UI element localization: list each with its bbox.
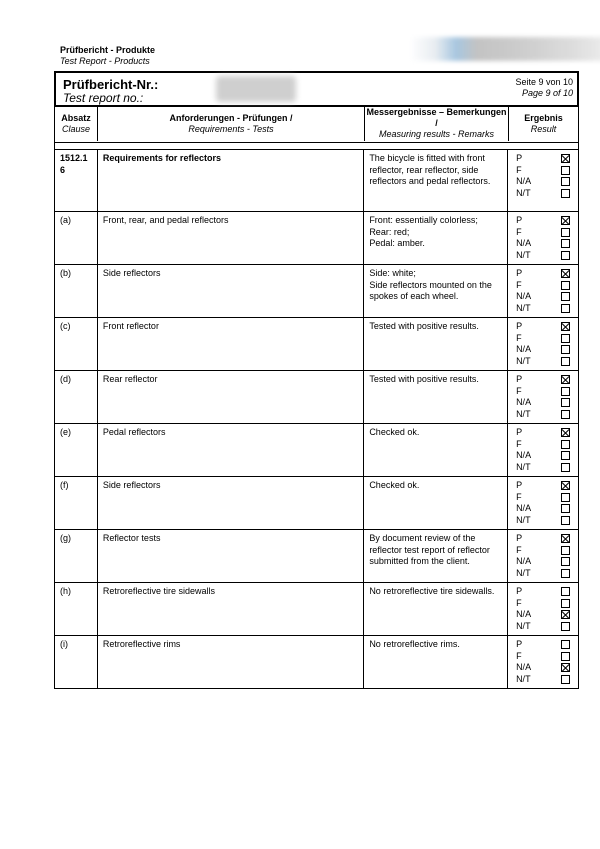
checkbox[interactable] (561, 228, 570, 237)
requirement-cell: Retroreflective rims (97, 636, 363, 689)
result-option (516, 333, 570, 345)
result-option-label: N/A (516, 609, 532, 619)
column-header-result: Ergebnis Result (524, 113, 563, 134)
remark-cell: No retroreflective tire sidewalls. (364, 583, 508, 636)
checkbox[interactable] (561, 546, 570, 555)
remark-cell: Tested with positive results. (364, 371, 508, 424)
result-option (516, 462, 570, 474)
result-option-label: N/T (516, 408, 531, 419)
clause-cell: (e) (55, 424, 98, 477)
checkbox[interactable] (561, 345, 570, 354)
table-row (55, 371, 579, 424)
result-option (516, 427, 570, 439)
checkbox[interactable] (561, 451, 570, 460)
requirement-cell: Side reflectors (97, 265, 363, 318)
report-number-box (54, 71, 579, 107)
checked-checkbox[interactable] (561, 269, 570, 278)
result-option-label: F (516, 226, 522, 237)
requirement-cell: Reflector tests (97, 530, 363, 583)
checkbox[interactable] (561, 177, 570, 186)
result-cell (508, 318, 579, 371)
result-option (516, 386, 570, 398)
checkbox[interactable] (561, 239, 570, 248)
result-option-label: F (516, 597, 522, 608)
result-option-label: F (516, 279, 522, 290)
clause-cell: (i) (55, 636, 98, 689)
result-option (516, 291, 570, 303)
result-cell (508, 477, 579, 530)
checkbox[interactable] (561, 189, 570, 198)
result-option-label: N/T (516, 673, 531, 684)
result-option (516, 639, 570, 651)
result-option-label: F (516, 544, 522, 555)
remark-cell: Side: white; Side reflectors mounted on the spokes of each wheel. (364, 265, 508, 318)
checked-checkbox[interactable] (561, 663, 570, 672)
remark-cell: No retroreflective rims. (364, 636, 508, 689)
header-title-de: Prüfbericht - Produkte (60, 45, 156, 55)
requirement-cell: Rear reflector (97, 371, 363, 424)
table-row (55, 265, 579, 318)
result-option-label: F (516, 164, 522, 175)
requirement-cell: Retroreflective tire sidewalls (97, 583, 363, 636)
checkbox[interactable] (561, 463, 570, 472)
checkbox[interactable] (561, 166, 570, 175)
result-option-label: P (516, 533, 523, 543)
requirement-cell: Pedal reflectors (97, 424, 363, 477)
result-option (516, 674, 570, 686)
result-option-label: N/T (516, 187, 531, 198)
table-row (55, 530, 579, 583)
result-option (516, 227, 570, 239)
result-option-label: N/T (516, 514, 531, 525)
result-option-label: N/A (516, 397, 532, 407)
checked-checkbox[interactable] (561, 534, 570, 543)
result-cell (508, 371, 579, 424)
result-option (516, 176, 570, 188)
checkbox[interactable] (561, 675, 570, 684)
result-option-label: N/T (516, 461, 531, 472)
result-option-label: P (516, 153, 523, 163)
checked-checkbox[interactable] (561, 610, 570, 619)
clause-cell: (g) (55, 530, 98, 583)
checked-checkbox[interactable] (561, 216, 570, 225)
table-row (55, 318, 579, 371)
checked-checkbox[interactable] (561, 154, 570, 163)
table-row (55, 424, 579, 477)
checkbox[interactable] (561, 493, 570, 502)
result-option-label: P (516, 480, 523, 490)
result-option (516, 321, 570, 333)
requirement-cell: Front reflector (97, 318, 363, 371)
report-number-label-en: Test report no.: (63, 91, 144, 105)
result-option (516, 621, 570, 633)
result-option (516, 303, 570, 315)
page-indicator-de: Seite 9 von 10 (515, 77, 573, 87)
result-option (516, 533, 570, 545)
header-title-en: Test Report - Products (60, 56, 150, 66)
checked-checkbox[interactable] (561, 322, 570, 331)
checkbox[interactable] (561, 516, 570, 525)
requirement-cell: Front, rear, and pedal reflectors (97, 212, 363, 265)
checked-checkbox[interactable] (561, 428, 570, 437)
result-option-label: F (516, 438, 522, 449)
checked-checkbox[interactable] (561, 375, 570, 384)
remark-cell: The bicycle is fitted with front reflector, rear reflector, side reflectors and pedal reflectors. (364, 150, 508, 212)
result-option-label: F (516, 332, 522, 343)
result-option-label: N/T (516, 355, 531, 366)
column-header-clause: Absatz Clause (55, 107, 98, 141)
result-option (516, 153, 570, 165)
remark-cell: Checked ok. (364, 477, 508, 530)
checkbox[interactable] (561, 281, 570, 290)
result-option (516, 409, 570, 421)
result-option-label: P (516, 639, 523, 649)
result-option-label: N/A (516, 503, 532, 513)
result-option-label: N/T (516, 620, 531, 631)
checkbox[interactable] (561, 557, 570, 566)
checkbox[interactable] (561, 292, 570, 301)
table-header-row (54, 107, 579, 143)
remark-cell: Tested with positive results. (364, 318, 508, 371)
result-option-label: N/A (516, 176, 532, 186)
table-row (55, 583, 579, 636)
result-option-label: F (516, 385, 522, 396)
result-option (516, 374, 570, 386)
column-header-remarks: Messergebnisse – Bemerkungen / Measuring results - Remarks (365, 107, 509, 141)
result-option (516, 344, 570, 356)
result-option-label: P (516, 586, 523, 596)
column-header-requirements: Anforderungen - Prüfungen / Requirements - Tests (98, 107, 365, 141)
clause-cell: (b) (55, 265, 98, 318)
result-cell (508, 530, 579, 583)
clause-cell: (c) (55, 318, 98, 371)
clause-cell: (h) (55, 583, 98, 636)
result-option-label: N/A (516, 344, 532, 354)
remark-cell: Checked ok. (364, 424, 508, 477)
result-option (516, 188, 570, 200)
result-option-label: N/T (516, 249, 531, 260)
checkbox[interactable] (561, 410, 570, 419)
clause-cell: (d) (55, 371, 98, 424)
result-option-label: F (516, 491, 522, 502)
result-option (516, 492, 570, 504)
checkbox[interactable] (561, 640, 570, 649)
result-option (516, 662, 570, 674)
table-row (55, 477, 579, 530)
result-option-label: P (516, 321, 523, 331)
result-option-label: P (516, 215, 523, 225)
result-option-label: N/A (516, 556, 532, 566)
result-option (516, 651, 570, 663)
checkbox[interactable] (561, 440, 570, 449)
remark-cell: By document review of the reflector test report of reflector submitted from the client. (364, 530, 508, 583)
result-option (516, 568, 570, 580)
requirement-cell: Requirements for reflectors (97, 150, 363, 212)
checkbox[interactable] (561, 652, 570, 661)
result-option (516, 450, 570, 462)
result-option (516, 250, 570, 262)
result-option (516, 238, 570, 250)
remark-cell: Front: essentially colorless; Rear: red; Pedal: amber. (364, 212, 508, 265)
checkbox[interactable] (561, 334, 570, 343)
result-cell (508, 212, 579, 265)
result-option-label: N/A (516, 662, 532, 672)
requirement-cell: Side reflectors (97, 477, 363, 530)
checkbox[interactable] (561, 251, 570, 260)
report-number-label-de: Prüfbericht-Nr.: (63, 77, 159, 92)
checkbox[interactable] (561, 587, 570, 596)
result-option (516, 165, 570, 177)
table-row (55, 212, 579, 265)
result-option (516, 397, 570, 409)
checkbox[interactable] (561, 504, 570, 513)
result-option (516, 215, 570, 227)
document-header (60, 45, 580, 69)
result-option (516, 609, 570, 621)
redacted-report-number (216, 76, 296, 102)
requirements-table (54, 149, 579, 689)
result-option-label: P (516, 268, 523, 278)
result-option-label: N/T (516, 567, 531, 578)
table-row (55, 150, 579, 212)
table-row (55, 636, 579, 689)
result-cell (508, 265, 579, 318)
checked-checkbox[interactable] (561, 481, 570, 490)
result-option (516, 439, 570, 451)
page-indicator-en: Page 9 of 10 (521, 88, 573, 98)
clause-cell: 1512.16 (55, 150, 98, 212)
result-option (516, 356, 570, 368)
checkbox[interactable] (561, 599, 570, 608)
checkbox[interactable] (561, 304, 570, 313)
result-option (516, 480, 570, 492)
clause-cell: (f) (55, 477, 98, 530)
redacted-logo (410, 37, 600, 61)
result-option-label: N/A (516, 238, 532, 248)
result-cell (508, 424, 579, 477)
result-option (516, 503, 570, 515)
result-option-label: P (516, 374, 523, 384)
result-cell (508, 583, 579, 636)
result-option (516, 586, 570, 598)
result-option-label: N/T (516, 302, 531, 313)
result-cell (508, 150, 579, 212)
clause-cell: (a) (55, 212, 98, 265)
checkbox[interactable] (561, 569, 570, 578)
checkbox[interactable] (561, 622, 570, 631)
checkbox[interactable] (561, 357, 570, 366)
result-option-label: F (516, 650, 522, 661)
result-option-label: N/A (516, 291, 532, 301)
result-cell (508, 636, 579, 689)
result-option (516, 598, 570, 610)
result-option (516, 268, 570, 280)
result-option (516, 556, 570, 568)
result-option (516, 515, 570, 527)
checkbox[interactable] (561, 398, 570, 407)
result-option-label: N/A (516, 450, 532, 460)
result-option-label: P (516, 427, 523, 437)
result-option (516, 545, 570, 557)
checkbox[interactable] (561, 387, 570, 396)
result-option (516, 280, 570, 292)
